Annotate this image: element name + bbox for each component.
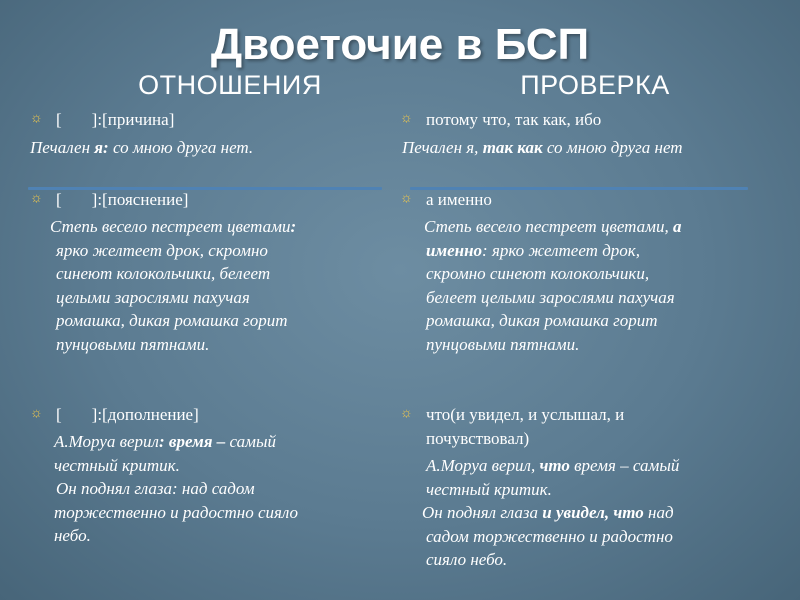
bullet-icon: ☼ <box>30 406 43 421</box>
column-heading-relations: ОТНОШЕНИЯ <box>138 70 322 100</box>
bullet-icon: ☼ <box>30 111 43 126</box>
right-bullet-reason: ☼ потому что, так как, ибо <box>400 110 602 129</box>
right-example-reason: Печален я, так как со мною друга нет <box>402 138 683 157</box>
left-bullet-reason: ☼ [ ]:[причина] <box>30 110 175 129</box>
slide-title: Двоеточие в БСП <box>210 20 590 69</box>
right-bullet-what: ☼ что(и увидел, и услышал, и почувствовал) <box>400 405 625 448</box>
left-example-explanation: Степь весело пестреет цветами: ярко желтеет дрок, скромно синеют колокольчики, белеет целыми зарослями пахучая ромашка, дикая ромашка горит пунцовыми пятнами. <box>50 217 297 354</box>
bullet-icon: ☼ <box>400 191 413 206</box>
bullet-icon: ☼ <box>400 406 413 421</box>
left-example-reason: Печален я: со мною друга нет. <box>30 138 254 157</box>
right-example-namely: Степь весело пестреет цветами, а именно: ярко желтеет дрок, скромно синеют колокольчики, белеет целыми зарослями пахучая ромашка, дикая ромашка горит пунцовыми пятнами. <box>424 217 682 354</box>
left-bullet-addition: ☼ [ ]:[дополнение] <box>30 405 199 424</box>
right-example-what: А.Моруа верил, что время – самый честный критик. Он поднял глаза и увидел, что над садом торжественно и радостно сияло небо. <box>422 456 680 569</box>
column-heading-check: ПРОВЕРКА <box>520 70 670 100</box>
left-bullet-explanation: ☼ [ ]:[пояснение] <box>30 190 189 209</box>
right-bullet-namely: ☼ а именно <box>400 190 492 209</box>
bullet-icon: ☼ <box>400 111 413 126</box>
bullet-icon: ☼ <box>30 191 43 206</box>
left-example-addition: А.Моруа верил: время – самый честный критик. Он поднял глаза: над садом торжественно и радостно сияло небо. <box>54 432 299 545</box>
